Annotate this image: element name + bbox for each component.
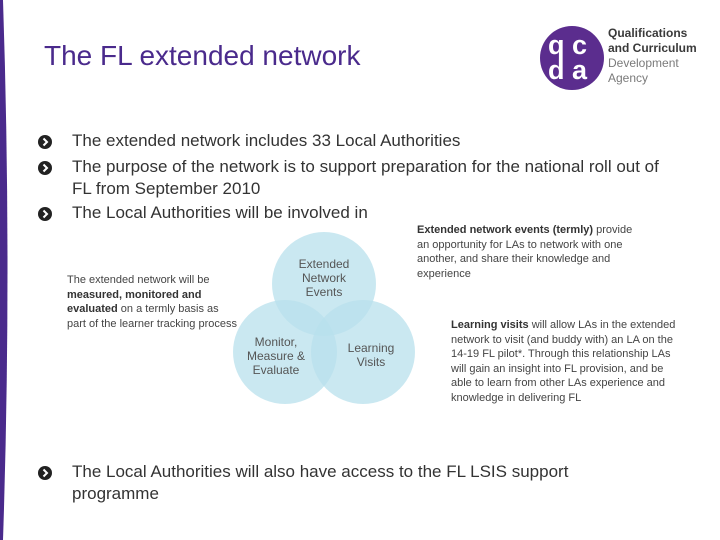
logo-wordmark xyxy=(608,26,697,86)
bullet-item xyxy=(38,130,678,152)
logo-line-4: Agency xyxy=(608,71,649,85)
visits-note: Learning visits will allow LAs in the extended network to visit (and buddy with) an LA on the 14-19 FL pilot*. Through this relationship LAs will gain an insight into FL provision, and be able to learn from other LAs experience and knowledge in delivering FL xyxy=(451,319,676,404)
left-accent-bar xyxy=(0,0,12,540)
qcda-logo xyxy=(540,26,712,92)
slide-title: The FL extended network xyxy=(44,40,361,71)
monitoring-note-bold: measured, monitored and evaluated xyxy=(67,288,202,315)
events-note-bold: Extended network events (termly) xyxy=(417,224,594,236)
chevron-right-icon xyxy=(38,466,52,480)
logo-letter-c: c xyxy=(572,30,587,60)
bullet-text: The extended network includes 33 Local Authorities xyxy=(72,131,461,150)
monitoring-note: The extended network will be measured, monitored and evaluated on a termly basis as part of the learner tracking process xyxy=(67,274,237,330)
venn-label-monitor: Monitor, Measure & Evaluate xyxy=(246,335,306,377)
bullet-text: The purpose of the network is to support preparation for the national roll out of FL from September 2010 xyxy=(72,157,659,198)
logo-circle xyxy=(540,26,604,90)
venn-label-events: Extended Network Events xyxy=(298,257,350,299)
logo-line-2: and Curriculum xyxy=(608,41,697,55)
venn-label-visits: Learning Visits xyxy=(347,341,395,369)
chevron-right-icon xyxy=(38,161,52,175)
visits-note-bold: Learning visits xyxy=(451,319,529,331)
logo-letter-q: q xyxy=(548,30,564,60)
events-note: Extended network events (termly) provide an opportunity for LAs to network with one another, and share their knowledge and experience xyxy=(417,224,633,280)
bullet-item xyxy=(38,156,678,200)
bullet-text: The Local Authorities will also have access to the FL LSIS support programme xyxy=(72,462,569,503)
bullet-text: The Local Authorities will be involved in xyxy=(72,203,368,222)
logo-letter-d: d xyxy=(548,55,564,85)
bullet-item xyxy=(38,202,678,224)
logo-line-1: Qualifications xyxy=(608,26,688,40)
chevron-right-icon xyxy=(38,135,52,149)
logo-line-3: Development xyxy=(608,56,679,70)
logo-letter-a: a xyxy=(572,55,587,85)
chevron-right-icon xyxy=(38,207,52,221)
bullet-item xyxy=(38,461,638,505)
